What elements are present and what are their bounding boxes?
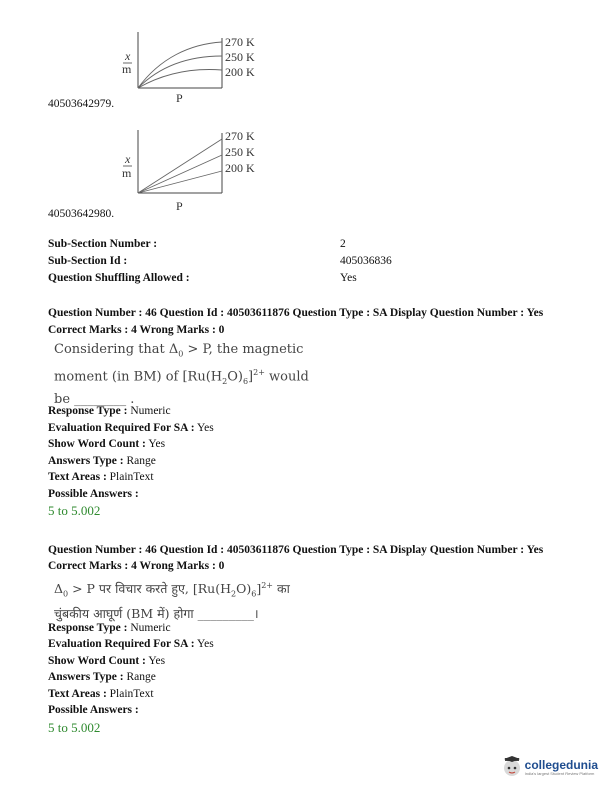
- question-marks: Correct Marks : 4 Wrong Marks : 0: [48, 560, 225, 572]
- curve-label: 200 K: [225, 161, 255, 175]
- curve-label: 250 K: [225, 145, 255, 159]
- question-header: Question Number : 46 Question Id : 40503611876 Question Type : SA Display Question Number : Yes: [48, 544, 544, 556]
- response-type: Response Type : Numeric: [48, 622, 171, 634]
- subsection-id-value: 405036836: [340, 255, 392, 267]
- x-label: P: [176, 199, 183, 213]
- curve-label: 270 K: [225, 129, 255, 143]
- possible-answers-value: 5 to 5.002: [48, 720, 101, 735]
- y-label-num: x: [125, 152, 131, 166]
- curve-label: 270 K: [225, 35, 255, 49]
- y-label-num: x: [125, 49, 131, 63]
- graph-option-2: [110, 125, 280, 215]
- x-label: P: [176, 91, 183, 105]
- answers-type: Answers Type : Range: [48, 671, 156, 683]
- text-areas: Text Areas : PlainText: [48, 471, 154, 483]
- y-label-den: m: [122, 166, 132, 180]
- response-type: Response Type : Numeric: [48, 405, 171, 417]
- evaluation-required: Evaluation Required For SA : Yes: [48, 638, 214, 650]
- logo-tagline: India's largest Student Review Platform: [524, 770, 595, 776]
- question-marks: Correct Marks : 4 Wrong Marks : 0: [48, 324, 225, 336]
- y-label-den: m: [122, 62, 132, 76]
- subsection-id-label: Sub-Section Id :: [48, 255, 128, 267]
- text-areas: Text Areas : PlainText: [48, 688, 154, 700]
- subsection-number-label: Sub-Section Number :: [48, 238, 158, 250]
- possible-answers-label: Possible Answers :: [48, 488, 139, 500]
- collegedunia-logo: [502, 756, 598, 778]
- adsorption-graph-2: [110, 125, 280, 215]
- adsorption-graph-1: [110, 30, 280, 105]
- logo-name: collegedunia: [524, 757, 598, 772]
- answers-type: Answers Type : Range: [48, 455, 156, 467]
- possible-answers-label: Possible Answers :: [48, 704, 139, 716]
- graph-option-1: [110, 30, 280, 105]
- option-id: 40503642980.: [48, 208, 115, 220]
- possible-answers-value: 5 to 5.002: [48, 503, 101, 518]
- question-text-en: Considering that $\Delta_0 > P$, the magnetic moment (in BM) of $[Ru(H_2O)_6]^{2+}$ would be ________ .: [54, 342, 309, 407]
- question-header: Question Number : 46 Question Id : 40503611876 Question Type : SA Display Question Number : Yes: [48, 307, 544, 319]
- mascot-icon: [502, 756, 522, 778]
- option-id: 40503642979.: [48, 98, 115, 110]
- shuffle-value: Yes: [340, 272, 357, 284]
- show-word-count: Show Word Count : Yes: [48, 438, 166, 450]
- show-word-count: Show Word Count : Yes: [48, 655, 166, 667]
- evaluation-required: Evaluation Required For SA : Yes: [48, 422, 214, 434]
- curve-label: 200 K: [225, 65, 255, 79]
- curve-label: 250 K: [225, 50, 255, 64]
- question-text-hi: $\Delta_0 > P$ पर विचार करते हुए, $[Ru(H_2O)_6]^{2+}$ का चुंबकीय आघूर्ण (BM में) होगा _________।: [54, 581, 290, 621]
- subsection-number-value: 2: [340, 238, 346, 250]
- shuffle-label: Question Shuffling Allowed :: [48, 272, 190, 284]
